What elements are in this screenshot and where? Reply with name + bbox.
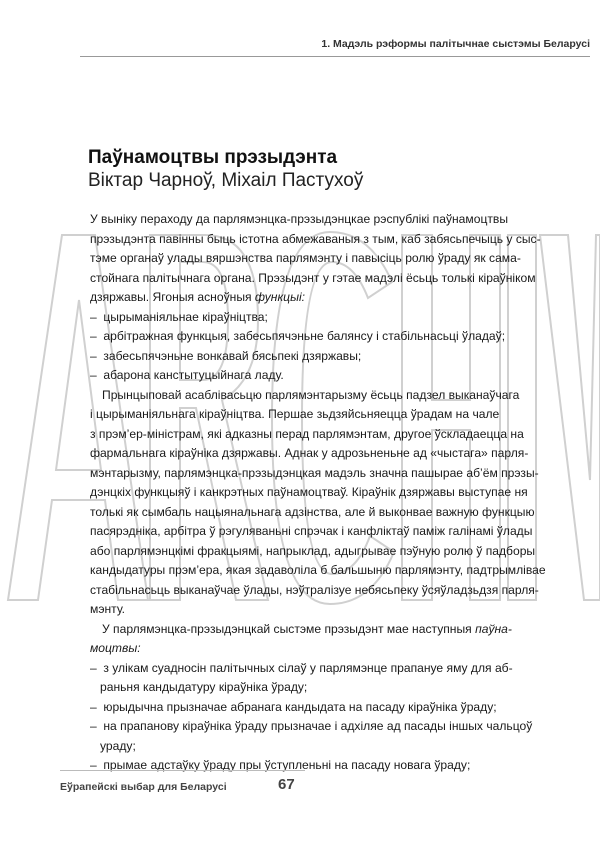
emphasis-functions: функцыі:	[254, 290, 306, 304]
text-line: толькі як сымбаль нацыянальнага адзінства, але й выконвае важную функцыю	[90, 504, 535, 519]
emphasis-powers: паўна-	[475, 621, 512, 636]
functions-list	[90, 308, 512, 386]
list-item: – на прапанову кіраўніка ўраду прызначае і адхіляе ад пасады іншых чальцоў	[90, 719, 533, 733]
running-header: 1. Мадэль рэформы палітычнае сыстэмы Беларусі	[321, 38, 590, 50]
watermark-letter-v	[540, 235, 600, 600]
article-title: Паўнамоцтвы прэзыдэнта	[88, 147, 338, 168]
emphasis-powers-cont: моцтвы:	[90, 641, 141, 655]
list-item: – з улікам суадносін палітычных сілаў у парлямэнце прапануе яму для аб-	[90, 660, 513, 675]
text-line: дэнцкіх функцыяў і канкрэтных паўнамоцтваў. Кіраўнік дзяржавы выступае ня	[90, 485, 528, 499]
text-line: Прынцыповай асаблівасьцю парлямэнтарызму ёсьць падзел выканаўчага	[102, 387, 520, 402]
text-line	[90, 288, 512, 308]
text-line: стабільнасьць выканаўчае ўлады, нэўтралізуе небясьпеку ўсяўладзьдзя парля-	[90, 582, 539, 597]
text-line: фармальнага кіраўніка дзяржавы. Аднак у адрозьненьне ад «чыстага» парля-	[90, 446, 529, 460]
text-line: мэнту.	[90, 602, 126, 616]
text-line: пасярэдніка, арбітра ў рэгуляваньні спрэчак і канфліктаў паміж галінамі ўлады	[90, 524, 533, 538]
text-line: стойнага палітычнага органа. Прэзыдэнт у гэтае мадэлі ёсьць толькі кіраўніком	[90, 270, 536, 285]
page-number: 67	[278, 776, 295, 793]
book-title: Еўрапейскі выбар для Беларусі	[60, 781, 227, 793]
list-item: – прымае адстаўку ўраду пры ўступленьні на пасаду новага ўраду;	[90, 758, 471, 772]
paragraph-1	[90, 210, 541, 308]
list-item: – забесьпячэньне вонкавай бясьпекі дзяржавы;	[90, 348, 362, 363]
list-item: – арбітражная функцыя, забесьпячэньне балянсу і стабільнасьці ўладаў;	[90, 329, 506, 343]
paragraph-3	[90, 620, 512, 659]
list-item: – абарона канстытуцыйнага ладу.	[90, 368, 284, 382]
text-line: У парлямэнцка-прэзыдэнцкай сыстэме прэзыдэнт мае наступныя паўна-	[102, 621, 512, 636]
paragraph-2	[90, 386, 546, 620]
text-line: і цырыманіяльнага кіраўніцтва. Першае зьдзяйсьняецца ўрадам на чале	[90, 407, 500, 421]
text-line: тэме органаў улады вяршэнства парлямэнту і павысіць ролю ўраду як сама-	[90, 251, 521, 265]
footer-divider	[60, 770, 305, 771]
text-line: або парлямэнцкімі фракцыямі, напрыклад, адыгрывае пэўную ролю ў падборы	[90, 543, 536, 558]
list-item-cont: раньня кандыдатуру кіраўніка ўраду;	[100, 680, 308, 694]
text-line: кандыдатуры прэм’ера, якая задаволіла б бальшыню парлямэнту, падтрымлівае	[90, 563, 546, 577]
text-line: мэнтарызму, парлямэнцка-прэзыдэнцкая мадэль значна пашырае аб’ём прэзы-	[90, 465, 539, 480]
list-item: – юрыдычна прызначае абранага кандыдата на пасаду кіраўніка ўраду;	[90, 699, 497, 714]
text-line: У выніку пераходу да парлямэнцка-прэзыдэнцкае рэспублікі паўнамоцтвы	[90, 212, 509, 226]
list-item: – цырыманіяльнае кіраўніцтва;	[90, 309, 268, 324]
text-run: дзяржавы. Ягоныя асноўныя	[90, 290, 255, 304]
header-divider	[80, 56, 590, 57]
powers-list	[90, 659, 533, 776]
list-item-cont: ураду;	[100, 738, 136, 753]
article-body	[90, 210, 546, 776]
text-line: прэзыдэнта павінны быць істотна абмежаваныя з тым, каб забясьпечыць у сыс-	[90, 231, 541, 246]
article-authors: Віктар Чарноў, Міхаіл Пастухоў	[88, 170, 364, 191]
text-line: з прэм’ер-міністрам, які адказны перад парлямэнтам, другое ўскладаецца на	[90, 426, 524, 441]
